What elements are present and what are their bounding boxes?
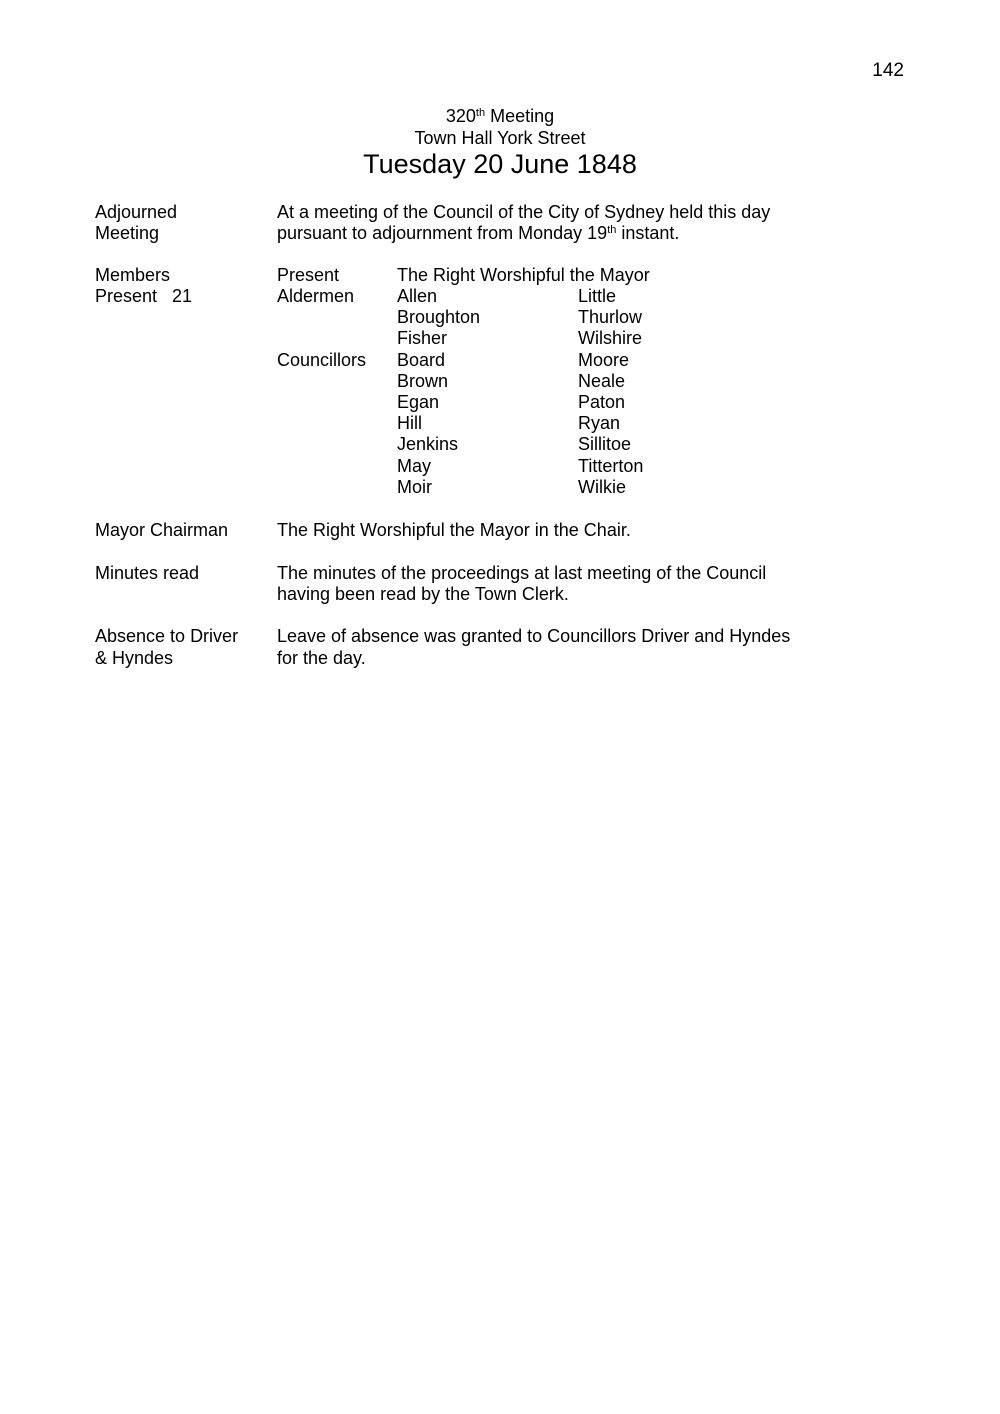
margin-note-absence-names: & Hyndes	[95, 648, 174, 668]
aldermen-label: Aldermen	[277, 286, 355, 306]
margin-note-adjourned: Adjourned	[95, 202, 178, 222]
present-mayor: The Right Worshipful the Mayor	[397, 265, 650, 285]
adjourned-text-line1: At a meeting of the Council of the City of Sydney held this day	[277, 202, 771, 222]
member-name: Sillitoe	[578, 434, 632, 454]
absence-text-line1: Leave of absence was granted to Councillors Driver and Hyndes	[277, 626, 791, 646]
member-name: Thurlow	[578, 307, 643, 327]
margin-note-minutes-read: Minutes read	[95, 563, 200, 583]
member-name: Fisher	[397, 328, 448, 348]
mayor-chairman-text: The Right Worshipful the Mayor in the Chair.	[277, 520, 631, 540]
member-name: Moir	[397, 477, 432, 497]
page-number: 142	[872, 60, 904, 81]
minutes-read-text-line1: The minutes of the proceedings at last meeting of the Council	[277, 563, 767, 583]
member-name: Allen	[397, 286, 438, 306]
meeting-venue: Town Hall York Street	[414, 128, 586, 148]
meeting-date-title: Tuesday 20 June 1848	[363, 149, 637, 179]
member-name: Wilshire	[578, 328, 643, 348]
margin-note-mayor-chairman: Mayor Chairman	[95, 520, 229, 540]
margin-note-members: Members	[95, 265, 171, 285]
member-name: Ryan	[578, 413, 621, 433]
minutes-read-text-line2: having been read by the Town Clerk.	[277, 584, 569, 604]
member-name: Egan	[397, 392, 440, 412]
member-name: Brown	[397, 371, 449, 391]
member-name: Hill	[397, 413, 422, 433]
margin-note-present-count: Present 21	[95, 286, 193, 306]
margin-note-absence: Absence to Driver	[95, 626, 239, 646]
meeting-number: 320th Meeting	[445, 106, 555, 126]
member-name: Neale	[578, 371, 626, 391]
councillors-label: Councillors	[277, 350, 367, 370]
member-name: Board	[397, 350, 446, 370]
member-name: Wilkie	[578, 477, 626, 497]
present-label: Present	[277, 265, 340, 285]
adjourned-text-line2: pursuant to adjournment from Monday 19th instant.	[277, 223, 680, 243]
margin-note-meeting: Meeting	[95, 223, 160, 243]
member-name: Little	[578, 286, 617, 306]
member-name: Titterton	[578, 456, 644, 476]
absence-text-line2: for the day.	[277, 648, 366, 668]
member-name: May	[397, 456, 432, 476]
member-name: Paton	[578, 392, 626, 412]
member-name: Broughton	[397, 307, 481, 327]
member-name: Jenkins	[397, 434, 459, 454]
member-name: Moore	[578, 350, 630, 370]
